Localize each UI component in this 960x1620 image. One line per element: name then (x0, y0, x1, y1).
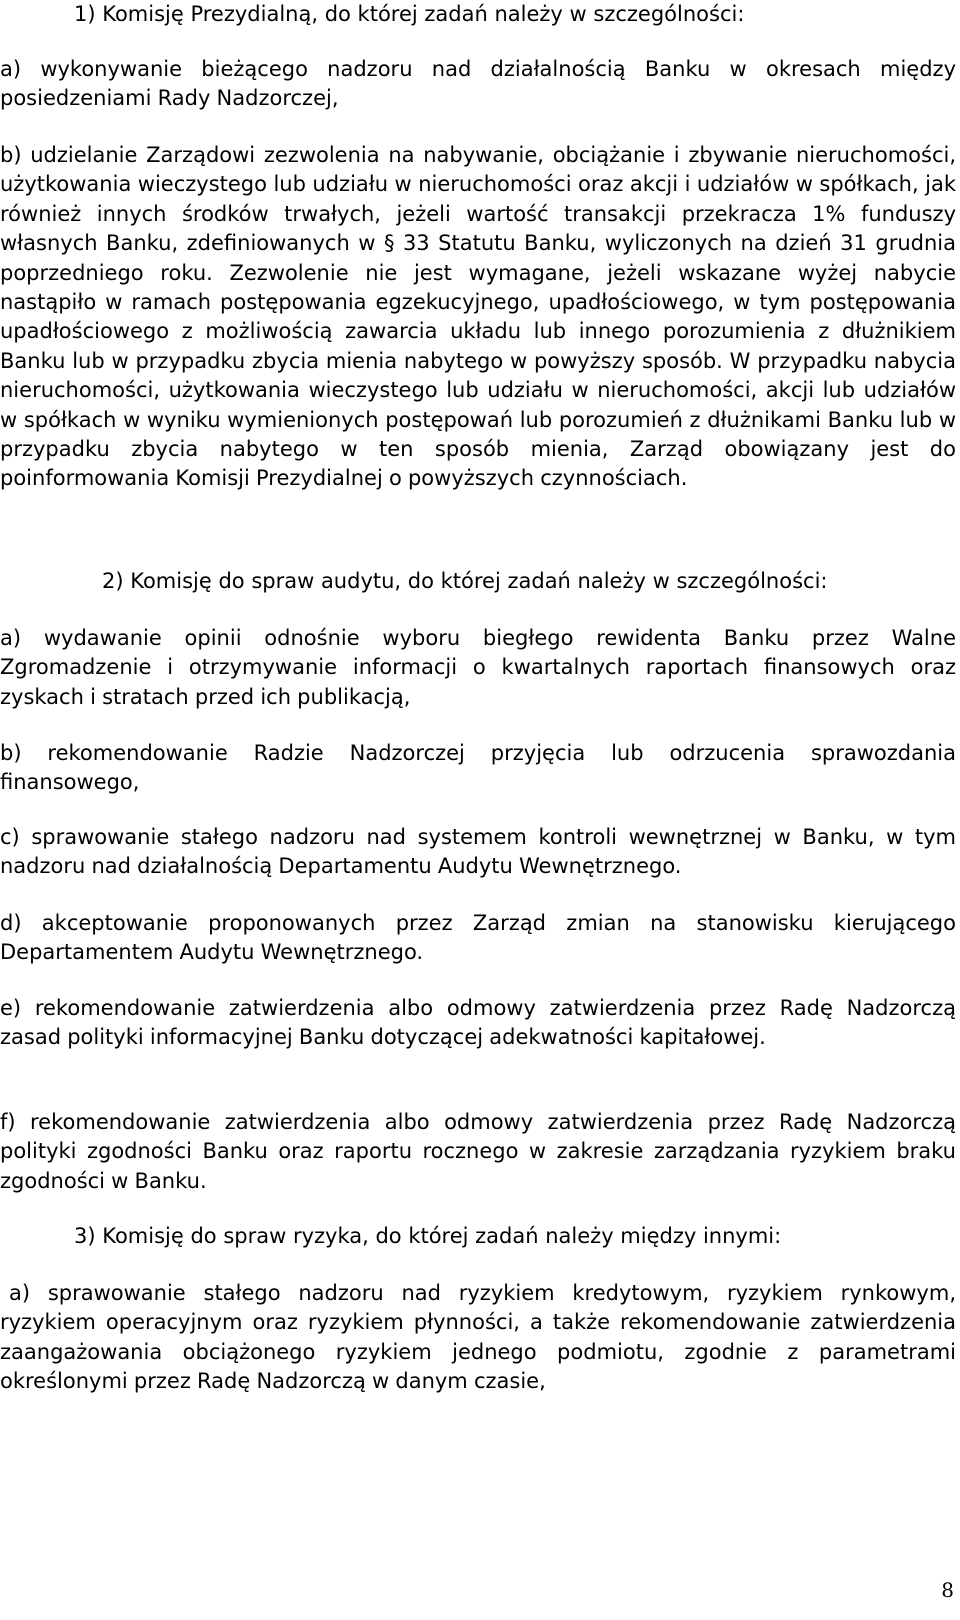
section-2-item-e: e) rekomendowanie zatwierdzenia albo odmowy zatwierdzenia przez Radę Nadzorczą zasad polityki informacyjnej Banku dotyczącej adekwatności kapitałowej. (0, 996, 956, 1050)
section-1-item-b: b) udzielanie Zarządowi zezwolenia na nabywanie, obciążanie i zbywanie nieruchomości, użytkowania wieczystego lub udziału w nieruchomości oraz akcji i udziałów w spółkach, jak również innych środków trwałych, jeżeli wartość transakcji przekracza 1% funduszy własnych Banku, zdefiniowanych w § 33 Statutu Banku, wyliczonych na dzień 31 grudnia poprzedniego roku. Zezwolenie nie jest wymagane, jeżeli wskazane wyżej nabycie nastąpiło w ramach postępowania egzekucyjnego, upadłościowego, w tym postępowania upadłościowego z możliwością zawarcia układu lub innego porozumienia z dłużnikiem Banku lub w przypadku zbycia mienia nabytego w powyższy sposób. W przypadku nabycia nieruchomości, użytkowania wieczystego lub udziału w nieruchomości, akcji lub udziałów w spółkach w wyniku wymienionych postępowań lub porozumień z dłużnikami Banku lub w przypadku zbycia nabytego w ten sposób mienia, Zarząd obowiązany jest do poinformowania Komisji Prezydialnej o powyższych czynnościach. (0, 143, 956, 491)
section-2-item-a: a) wydawanie opinii odnośnie wyboru biegłego rewidenta Banku przez Walne Zgromadzenie i otrzymywanie informacji o kwartalnych raportach finansowych oraz zyskach i stratach przed ich publikacją, (0, 626, 956, 709)
section-2-heading: 2) Komisję do spraw audytu, do której zadań należy w szczególności: (102, 569, 828, 593)
section-2-item-d: d) akceptowanie proponowanych przez Zarząd zmian na stanowisku kierującego Departamentem Audytu Wewnętrznego. (0, 911, 956, 965)
section-1-heading: 1) Komisję Prezydialną, do której zadań należy w szczególności: (74, 2, 745, 26)
section-3-item-a: a) sprawowanie stałego nadzoru nad ryzykiem kredytowym, ryzykiem rynkowym, ryzykiem operacyjnym oraz ryzykiem płynności, a także rekomendowanie zatwierdzenia zaangażowania obciążonego ryzykiem jednego podmiotu, zgodnie z parametrami określonymi przez Radę Nadzorczą w danym czasie, (0, 1281, 956, 1394)
section-1-item-a: a) wykonywanie bieżącego nadzoru nad działalnością Banku w okresach między posiedzeniami Rady Nadzorczej, (0, 57, 956, 111)
section-2-item-c: c) sprawowanie stałego nadzoru nad systemem kontroli wewnętrznej w Banku, w tym nadzoru nad działalnością Departamentu Audytu Wewnętrznego. (0, 825, 956, 879)
section-2-item-f: f) rekomendowanie zatwierdzenia albo odmowy zatwierdzenia przez Radę Nadzorczą polityki zgodności Banku oraz raportu rocznego w zakresie zarządzania ryzykiem braku zgodności w Banku. (0, 1110, 956, 1193)
section-3-heading: 3) Komisję do spraw ryzyka, do której zadań należy między innymi: (74, 1224, 782, 1248)
section-2-item-b: b) rekomendowanie Radzie Nadzorczej przyjęcia lub odrzucenia sprawozdania finansowego, (0, 741, 956, 795)
page-number: 8 (941, 1578, 954, 1602)
